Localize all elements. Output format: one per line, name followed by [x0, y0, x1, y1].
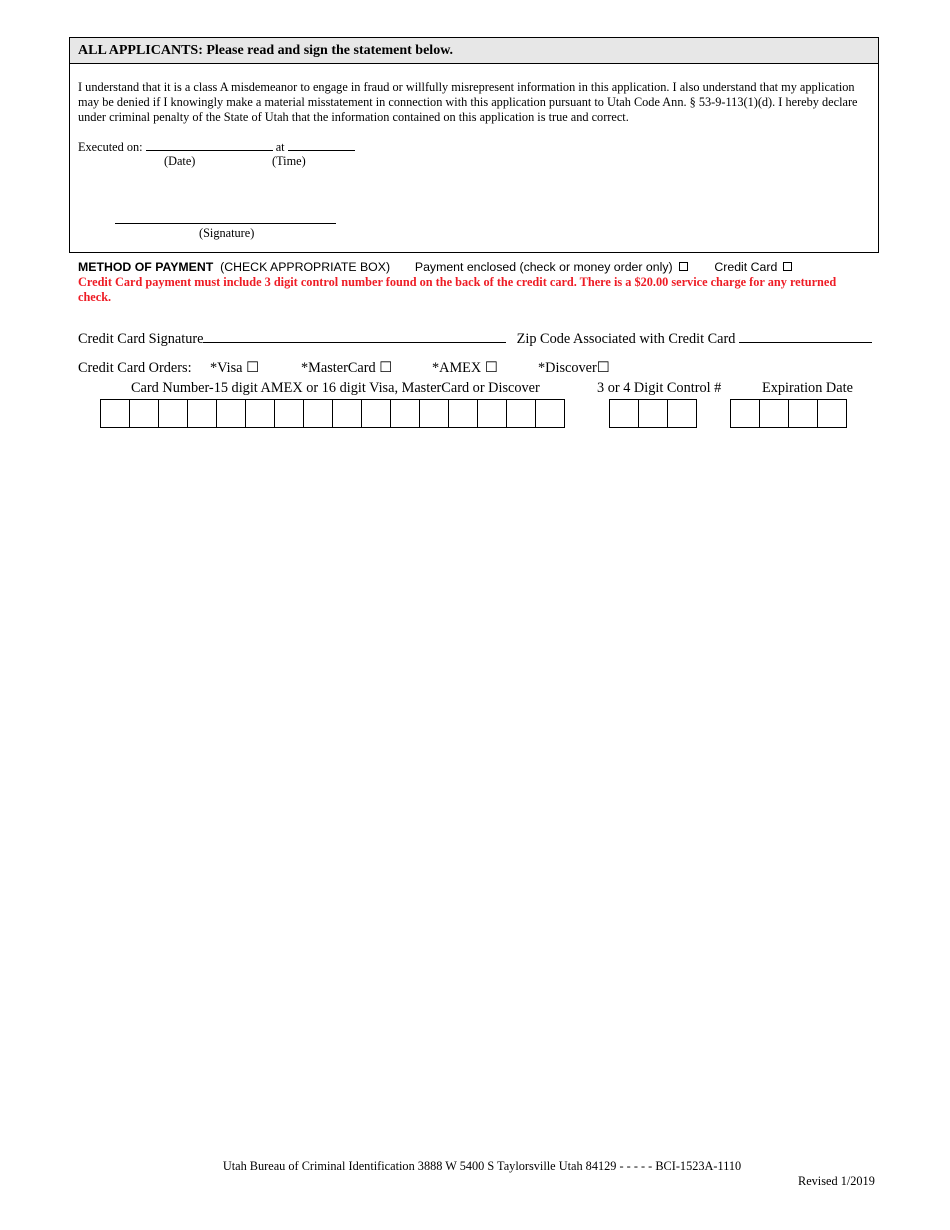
card-number-digit-cell[interactable] — [448, 399, 478, 428]
card-number-digit-cell[interactable] — [216, 399, 246, 428]
control-digit-cell[interactable] — [609, 399, 639, 428]
card-type-discover[interactable]: *Discover☐ — [538, 360, 610, 376]
control-label: 3 or 4 Digit Control # — [597, 380, 722, 396]
card-number-digit-cell[interactable] — [419, 399, 449, 428]
payment-enclosed-label: Payment enclosed (check or money order only) — [414, 260, 673, 274]
expiration-digit-cell[interactable] — [730, 399, 760, 428]
expiration-digit-cell[interactable] — [817, 399, 847, 428]
card-number-digit-cell[interactable] — [187, 399, 217, 428]
signature-caption: (Signature) — [199, 226, 255, 240]
card-number-digit-cell[interactable] — [158, 399, 188, 428]
cc-signature-row — [78, 331, 872, 348]
control-digit-cell[interactable] — [638, 399, 668, 428]
time-field[interactable] — [288, 138, 355, 151]
control-digit-cell[interactable] — [667, 399, 697, 428]
expiration-label: Expiration Date — [762, 380, 853, 396]
card-number-digit-cell[interactable] — [332, 399, 362, 428]
card-number-digit-cell[interactable] — [274, 399, 304, 428]
statement-box — [69, 37, 879, 253]
card-type-amex[interactable]: *AMEX ☐ — [432, 360, 498, 376]
card-number-grid — [100, 399, 565, 428]
cc-signature-field[interactable] — [203, 331, 506, 343]
method-of-payment-row — [78, 260, 792, 274]
expiration-digit-cell[interactable] — [759, 399, 789, 428]
card-type-mastercard[interactable]: *MasterCard ☐ — [301, 360, 393, 376]
executed-on-label: Executed on: — [78, 140, 143, 154]
card-number-digit-cell[interactable] — [361, 399, 391, 428]
card-number-digit-cell[interactable] — [100, 399, 130, 428]
card-number-digit-cell[interactable] — [129, 399, 159, 428]
revised-date: Revised 1/2019 — [798, 1174, 875, 1188]
zip-label: Zip Code Associated with Credit Card — [516, 331, 736, 347]
method-label: METHOD OF PAYMENT — [78, 260, 214, 274]
card-type-visa[interactable]: *Visa ☐ — [210, 360, 259, 376]
footer-address: Utah Bureau of Criminal Identification 3888 W 5400 S Taylorsville Utah 84129 - - - - - BCI-1523A-1110 — [222, 1159, 742, 1173]
credit-card-label: Credit Card — [714, 260, 778, 274]
time-caption: (Time) — [272, 154, 306, 168]
card-number-digit-cell[interactable] — [477, 399, 507, 428]
cc-signature-label: Credit Card Signature — [78, 331, 204, 347]
orders-label: Credit Card Orders: — [78, 360, 192, 376]
control-number-grid — [609, 399, 697, 428]
signature-line[interactable] — [115, 223, 336, 224]
statement-heading: ALL APPLICANTS: Please read and sign the statement below. — [70, 38, 878, 64]
card-number-digit-cell[interactable] — [506, 399, 536, 428]
statement-text: I understand that it is a class A misdemeanor to engage in fraud or willfully misrepresent information in this application. I also understand that my application may be denied if I knowingly make a material misstatement in connection with this application pursuant to Utah Code Ann. § 53-9-113(1)(d). I hereby declare under criminal penalty of the State of Utah that the information contained on this application is true and correct. — [78, 80, 858, 124]
executed-on-row — [78, 138, 355, 155]
expiration-grid — [730, 399, 847, 428]
date-caption: (Date) — [164, 154, 196, 168]
card-number-digit-cell[interactable] — [245, 399, 275, 428]
card-number-digit-cell[interactable] — [535, 399, 565, 428]
credit-card-warning: Credit Card payment must include 3 digit control number found on the back of the credit card. There is a $20.00 service charge for any returned check. — [78, 275, 837, 304]
card-number-label: Card Number-15 digit AMEX or 16 digit Visa, MasterCard or Discover — [131, 380, 540, 396]
card-number-digit-cell[interactable] — [303, 399, 333, 428]
payment-enclosed-checkbox[interactable] — [679, 262, 688, 271]
expiration-digit-cell[interactable] — [788, 399, 818, 428]
zip-field[interactable] — [739, 331, 872, 343]
credit-card-checkbox[interactable] — [783, 262, 792, 271]
at-label: at — [275, 140, 285, 154]
card-number-digit-cell[interactable] — [390, 399, 420, 428]
check-instruction: (CHECK APPROPRIATE BOX) — [220, 260, 391, 274]
date-field[interactable] — [146, 138, 273, 151]
